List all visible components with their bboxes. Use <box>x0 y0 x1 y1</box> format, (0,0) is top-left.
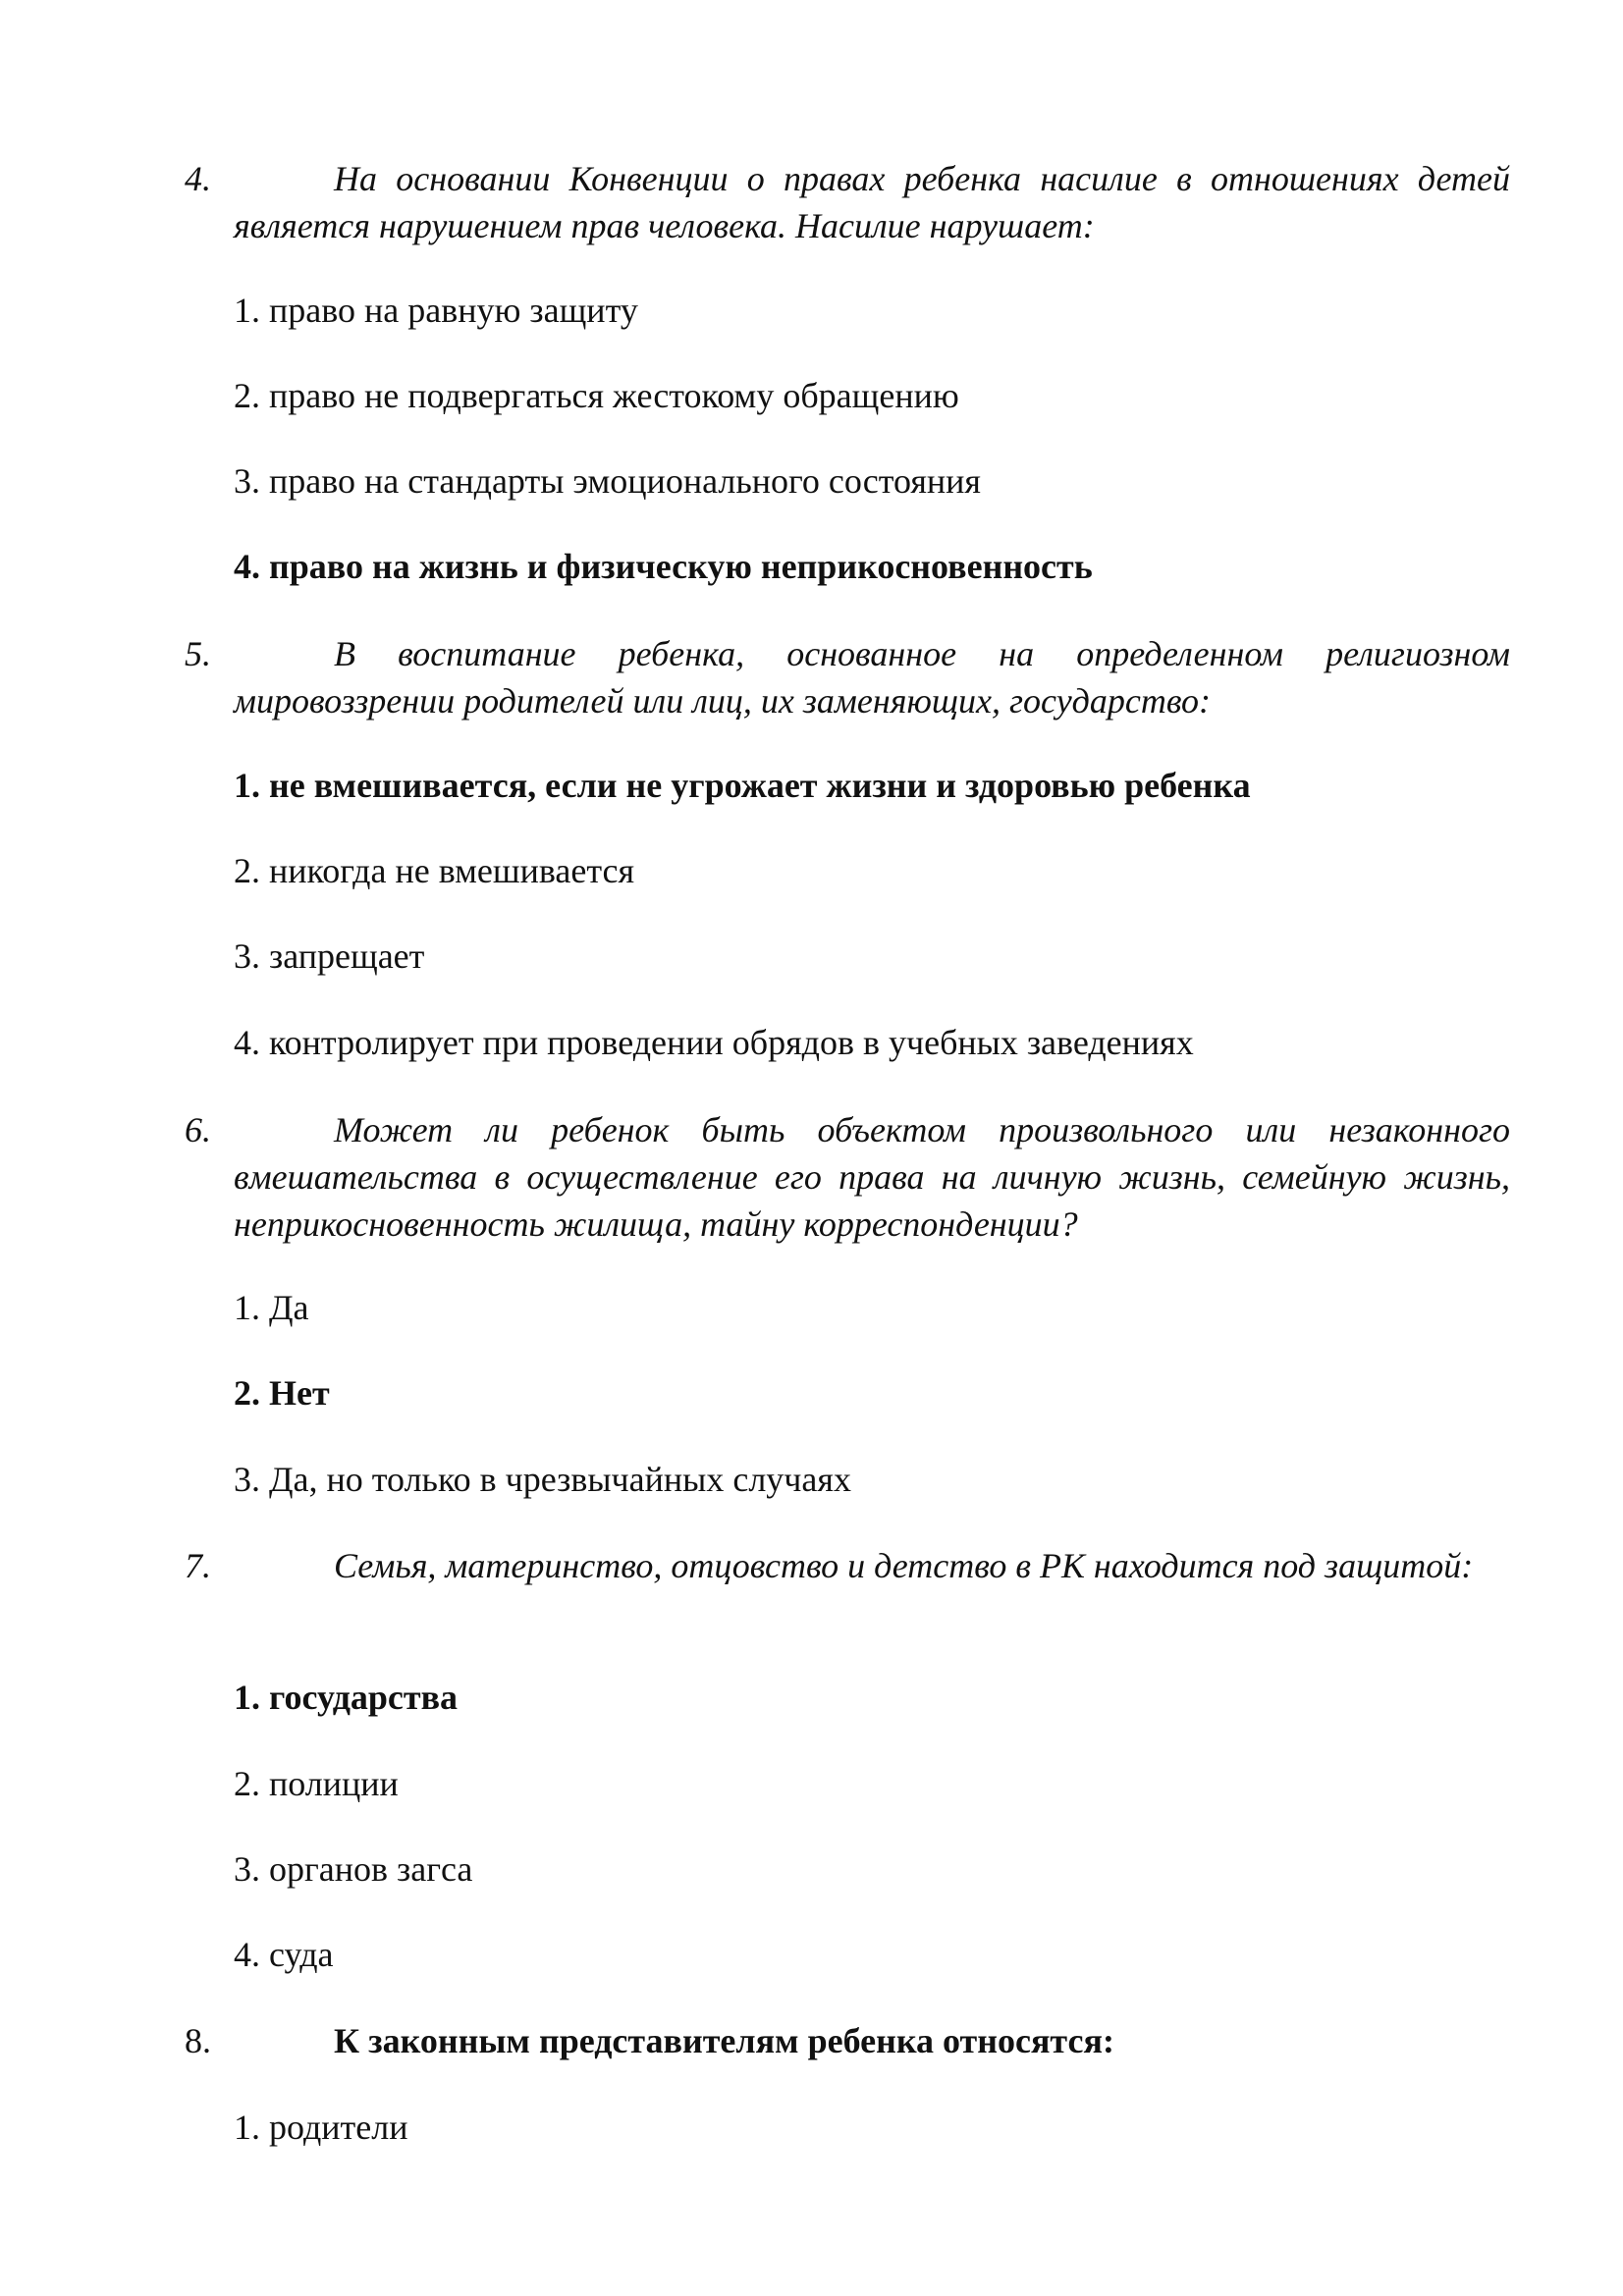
answer-option: 2. никогда не вмешивается <box>234 851 635 890</box>
answer-option: 3. Да, но только в чрезвычайных случаях <box>234 1460 851 1499</box>
question-number: 7. <box>185 1546 211 1585</box>
question-number: 5. <box>185 634 211 673</box>
question-number: 4. <box>185 159 211 198</box>
question-5 <box>185 630 1510 724</box>
question-text: К законным представителям ребенка относятся: <box>334 2021 1114 2060</box>
question-text: В воспитание ребенка, основанное на определенном религиозном мировоззрении родителей или лиц, их заменяющих, государство: <box>234 634 1510 721</box>
answer-option: 1. право на равную защиту <box>234 291 638 330</box>
answer-option-correct: 1. не вмешивается, если не угрожает жизни и здоровью ребенка <box>234 766 1251 805</box>
question-text: На основании Конвенции о правах ребенка насилие в отношениях детей является нарушением прав человека. Насилие нарушает: <box>234 159 1510 245</box>
answer-option: 1. родители <box>234 2108 408 2147</box>
question-number: 8. <box>185 2021 211 2060</box>
question-text: Семья, материнство, отцовство и детство в РК находится под защитой: <box>334 1546 1474 1585</box>
answer-option-correct: 1. государства <box>234 1678 459 1717</box>
answer-option: 1. Да <box>234 1288 309 1327</box>
question-8 <box>185 2017 1510 2064</box>
answer-option: 2. полиции <box>234 1764 399 1803</box>
question-text: Может ли ребенок быть объектом произвольного или незаконного вмешательства в осуществление его права на личную жизнь, семейную жизнь, неприкосновенность жилища, тайну корреспонденции? <box>234 1110 1510 1244</box>
answer-option-correct: 2. Нет <box>234 1373 330 1413</box>
answer-option: 4. контролирует при проведении обрядов в учебных заведениях <box>234 1023 1194 1062</box>
question-4 <box>185 155 1510 249</box>
answer-option: 3. запрещает <box>234 936 425 976</box>
answer-option: 3. право на стандарты эмоционального состояния <box>234 461 981 501</box>
answer-option: 2. право не подвергаться жестокому обращению <box>234 376 959 415</box>
question-6 <box>185 1106 1510 1248</box>
question-7 <box>185 1542 1510 1589</box>
answer-option-correct: 4. право на жизнь и физическую неприкосновенность <box>234 547 1093 586</box>
answer-option: 4. суда <box>234 1935 334 1974</box>
question-number: 6. <box>185 1110 211 1149</box>
answer-option: 3. органов загса <box>234 1849 473 1889</box>
